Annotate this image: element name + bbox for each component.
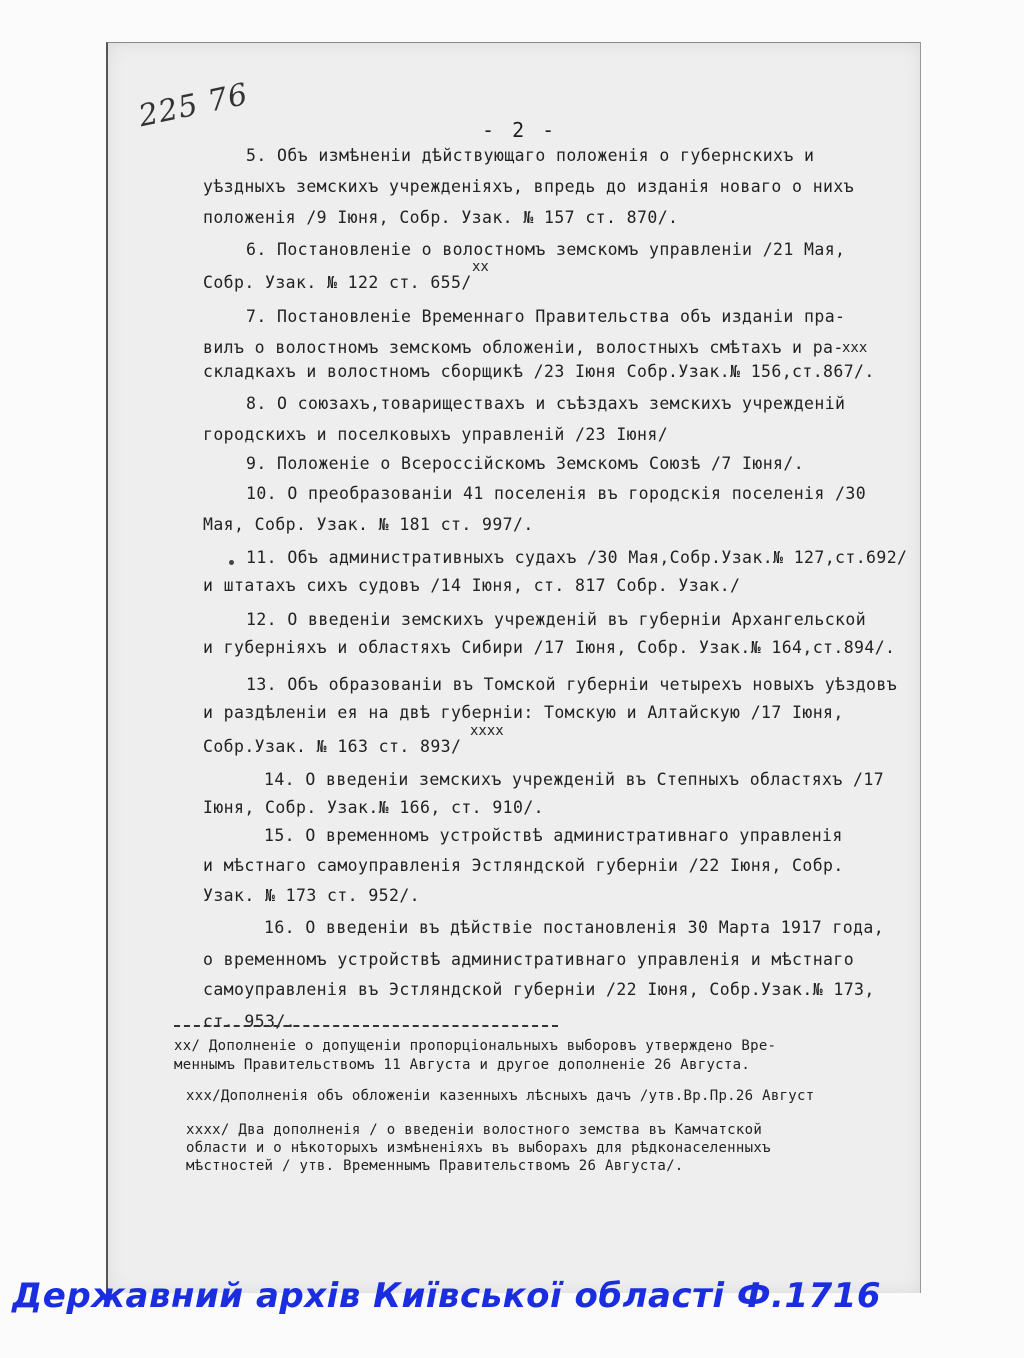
text-line: 11. Объ административныхъ судахъ /30 Мая,Собр.Узак.№ 127,ст.692/: [246, 548, 908, 567]
document-sheet: [106, 42, 921, 1293]
footnote-separator: [174, 1025, 558, 1027]
handwritten-archive-mark: 225 76: [135, 76, 252, 135]
text-line: Іюня, Собр. Узак.№ 166, ст. 910/.: [203, 798, 545, 817]
text-line: и раздѣленіи ея на двѣ губерніи: Томскую и Алтайскую /17 Іюня,: [203, 703, 844, 722]
text-line: 6. Постановленіе о волостномъ земскомъ управленіи /21 Мая,: [246, 240, 846, 259]
text-line: Мая, Собр. Узак. № 181 ст. 997/.: [203, 515, 534, 534]
footnote-line: мѣстностей / утв. Временнымъ Правительствомъ 26 Августа/.: [186, 1158, 684, 1174]
text-line: 8. О союзахъ,товариществахъ и съѣздахъ земскихъ учрежденій: [246, 394, 846, 413]
archive-caption: Державний архів Київської області Ф.1716: [12, 1276, 882, 1316]
text-line: и губерніяхъ и областяхъ Сибири /17 Іюня, Собр. Узак.№ 164,ст.894/.: [203, 638, 896, 657]
text-line: 10. О преобразованіи 41 поселенія въ городскія поселенія /30: [246, 484, 867, 503]
footnote-mark-xxxx: xxxx: [470, 723, 504, 739]
ink-dot: [229, 560, 234, 565]
text-line: городскихъ и поселковыхъ управленій /23 Іюня/: [203, 425, 669, 444]
text-line: самоуправленія въ Эстляндской губерніи /22 Іюня, Собр.Узак.№ 173,: [203, 980, 875, 999]
text-line: о временномъ устройствѣ административнаго управленія и мѣстнаго: [203, 950, 855, 969]
text-line: 15. О временномъ устройствѣ административнаго управленія: [264, 826, 843, 845]
text-line: 5. Объ измѣненіи дѣйствующаго положенія о губернскихъ и: [246, 146, 815, 165]
text-line: складкахъ и волостномъ сборщикѣ /23 Іюня Собр.Узак.№ 156,ст.867/.: [203, 362, 875, 381]
footnote-line: xxx/Дополненія объ обложеніи казенныхъ лѣсныхъ дачъ /утв.Вр.Пр.26 Август: [186, 1088, 815, 1104]
text-line: и штатахъ сихъ судовъ /14 Іюня, ст. 817 Собр. Узак./: [203, 576, 741, 595]
text-line: положенія /9 Іюня, Собр. Узак. № 157 ст. 870/.: [203, 208, 679, 227]
footnote-mark-xx: xx: [472, 259, 489, 275]
footnote-line: xx/ Дополненіе о допущеніи пропорціональныхъ выборовъ утверждено Вре-: [174, 1038, 777, 1054]
text-line: вилъ о волостномъ земскомъ обложеніи, волостныхъ смѣтахъ и ра-: [203, 338, 844, 357]
text-line: 16. О введеніи въ дѣйствіе постановленія 30 Марта 1917 года,: [264, 918, 885, 937]
text-line: Собр. Узак. № 122 ст. 655/: [203, 273, 472, 292]
text-line: Собр.Узак. № 163 ст. 893/: [203, 737, 462, 756]
text-line: уѣздныхъ земскихъ учрежденіяхъ, впредь до изданія новаго о нихъ: [203, 177, 855, 196]
text-line: ст. 953/.: [203, 1012, 297, 1031]
footnote-line: xxxx/ Два дополненія / о введеніи волостного земства въ Камчатской: [186, 1122, 763, 1138]
text-line: 13. Объ образованіи въ Томской губерніи четырехъ новыхъ уѣздовъ: [246, 675, 898, 694]
text-line: 9. Положеніе о Всероссійскомъ Земскомъ Союзѣ /7 Іюня/.: [246, 454, 805, 473]
text-line: 7. Постановленіе Временнаго Правительства объ изданіи пра-: [246, 307, 846, 326]
footnote-mark-xxx: xxx: [842, 340, 868, 356]
text-line: 14. О введеніи земскихъ учрежденій въ Степныхъ областяхъ /17: [264, 770, 885, 789]
text-line: 12. О введеніи земскихъ учрежденій въ губерніи Архангельской: [246, 610, 867, 629]
page-number: - 2 -: [482, 118, 558, 142]
text-line: Узак. № 173 ст. 952/.: [203, 886, 421, 905]
footnote-line: меннымъ Правительствомъ 11 Августа и другое дополненіе 26 Августа.: [174, 1057, 751, 1073]
text-line: и мѣстнаго самоуправленія Эстляндской губерніи /22 Іюня, Собр.: [203, 856, 844, 875]
footnote-line: области и о нѣкоторыхъ измѣненіяхъ въ выборахъ для рѣдконаселенныхъ: [186, 1140, 771, 1156]
